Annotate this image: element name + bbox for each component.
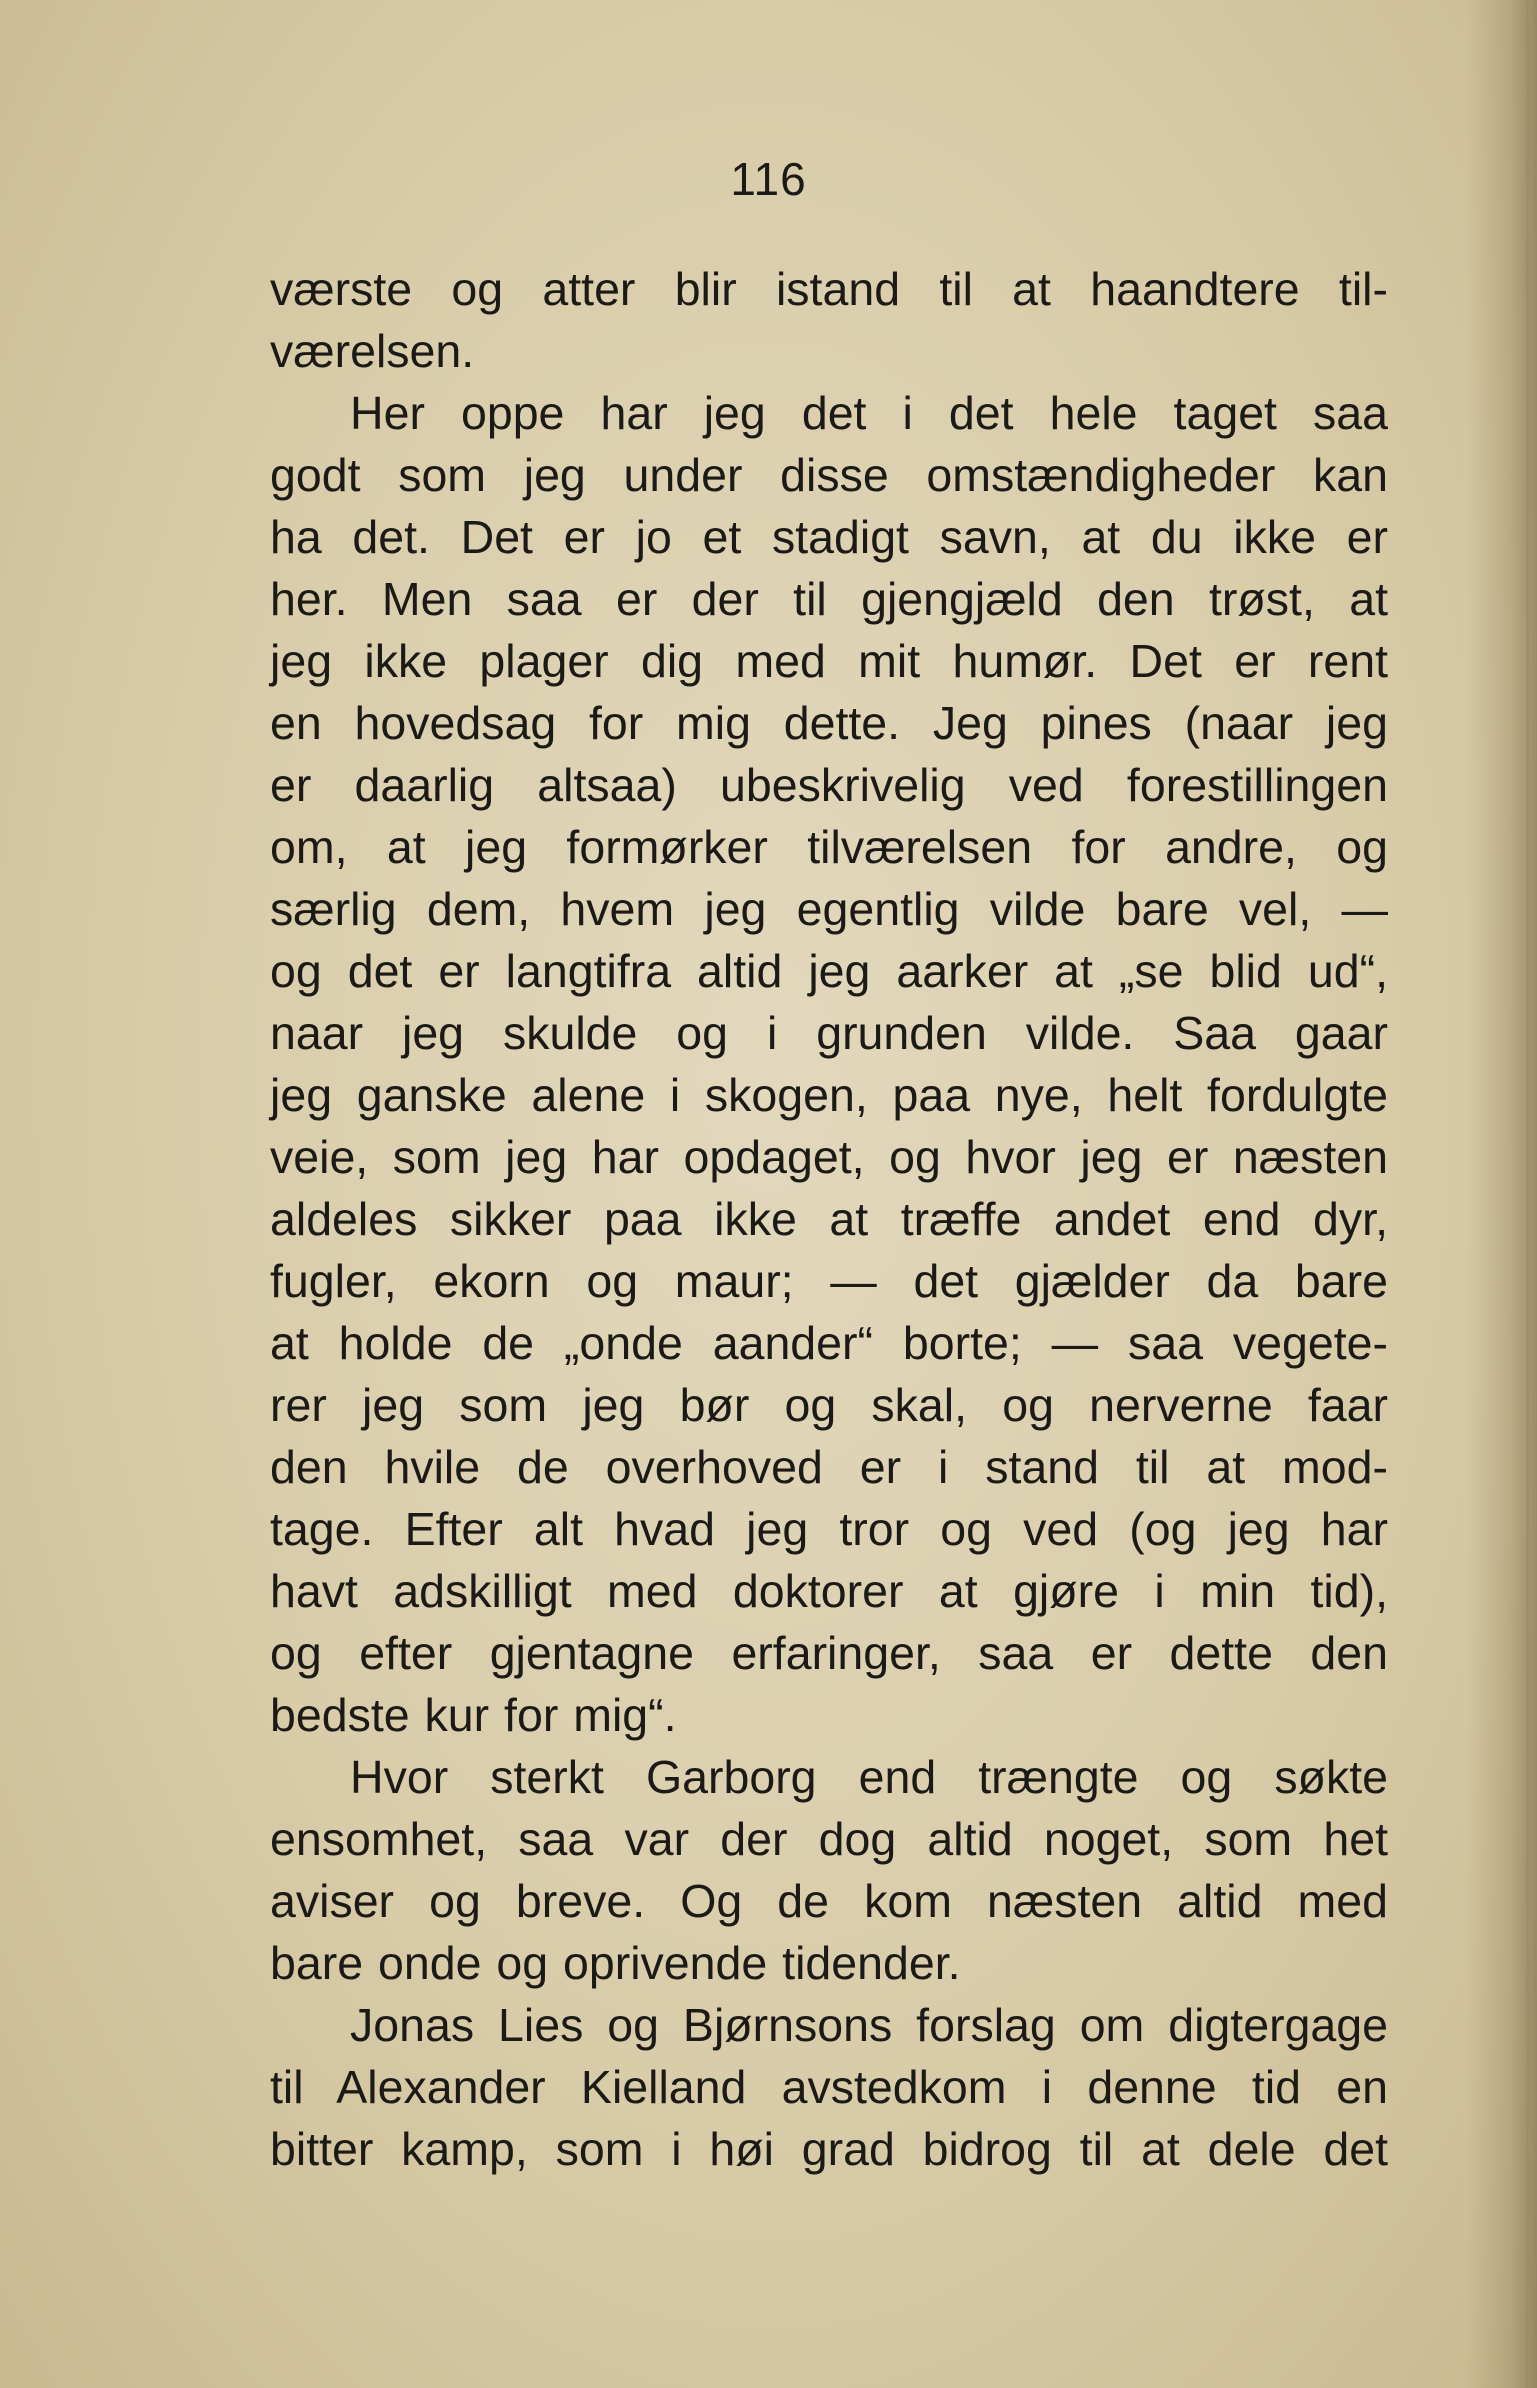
text-line: at holde de „onde aander“ borte; — saa vegete- (270, 1317, 1388, 1369)
text-line: værelsen. (270, 325, 475, 377)
text-line: og efter gjentagne erfaringer, saa er dette den (270, 1627, 1388, 1679)
text-line: godt som jeg under disse omstændigheder kan (270, 449, 1388, 501)
text-line: jeg ikke plager dig med mit humør. Det er rent (270, 635, 1388, 687)
text-line: Her oppe har jeg det i det hele taget saa (350, 387, 1388, 439)
text-line: og det er langtifra altid jeg aarker at „se blid ud“, (270, 945, 1388, 997)
text-line: jeg ganske alene i skogen, paa nye, helt fordulgte (270, 1069, 1388, 1121)
page-number: 116 (730, 153, 807, 205)
text-line: Hvor sterkt Garborg end trængte og søkte (350, 1751, 1388, 1803)
text-line: den hvile de overhoved er i stand til at mod- (270, 1441, 1388, 1493)
text-line: aldeles sikker paa ikke at træffe andet end dyr, (270, 1193, 1388, 1245)
text-line: her. Men saa er der til gjengjæld den trøst, at (270, 573, 1388, 625)
text-line: fugler, ekorn og maur; — det gjælder da bare (270, 1255, 1388, 1307)
text-line: bare onde og oprivende tidender. (270, 1937, 961, 1989)
body-text (270, 258, 1388, 2180)
text-line: til Alexander Kielland avstedkom i denne tid en (270, 2061, 1388, 2113)
text-line: en hovedsag for mig dette. Jeg pines (naar jeg (270, 697, 1388, 749)
text-line: Jonas Lies og Bjørnsons forslag om digtergage (350, 1999, 1388, 2051)
text-line: bedste kur for mig“. (270, 1689, 677, 1741)
text-line: særlig dem, hvem jeg egentlig vilde bare vel, — (270, 883, 1388, 935)
text-line: veie, som jeg har opdaget, og hvor jeg er næsten (270, 1131, 1388, 1183)
text-line: bitter kamp, som i høi grad bidrog til at dele det (270, 2123, 1388, 2175)
text-line: havt adskilligt med doktorer at gjøre i min tid), (270, 1565, 1388, 1617)
text-line: ensomhet, saa var der dog altid noget, som het (270, 1813, 1388, 1865)
text-line: om, at jeg formørker tilværelsen for andre, og (270, 821, 1388, 873)
text-line: rer jeg som jeg bør og skal, og nerverne faar (270, 1379, 1388, 1431)
text-line: ha det. Det er jo et stadigt savn, at du ikke er (270, 511, 1388, 563)
text-line: værste og atter blir istand til at haandtere til- (270, 263, 1388, 315)
text-line: er daarlig altsaa) ubeskrivelig ved forestillingen (270, 759, 1388, 811)
text-line: aviser og breve. Og de kom næsten altid med (270, 1875, 1388, 1927)
text-line: naar jeg skulde og i grunden vilde. Saa gaar (270, 1007, 1388, 1059)
page-edge-line (1526, 0, 1529, 2388)
text-line: tage. Efter alt hvad jeg tror og ved (og jeg har (270, 1503, 1388, 1555)
